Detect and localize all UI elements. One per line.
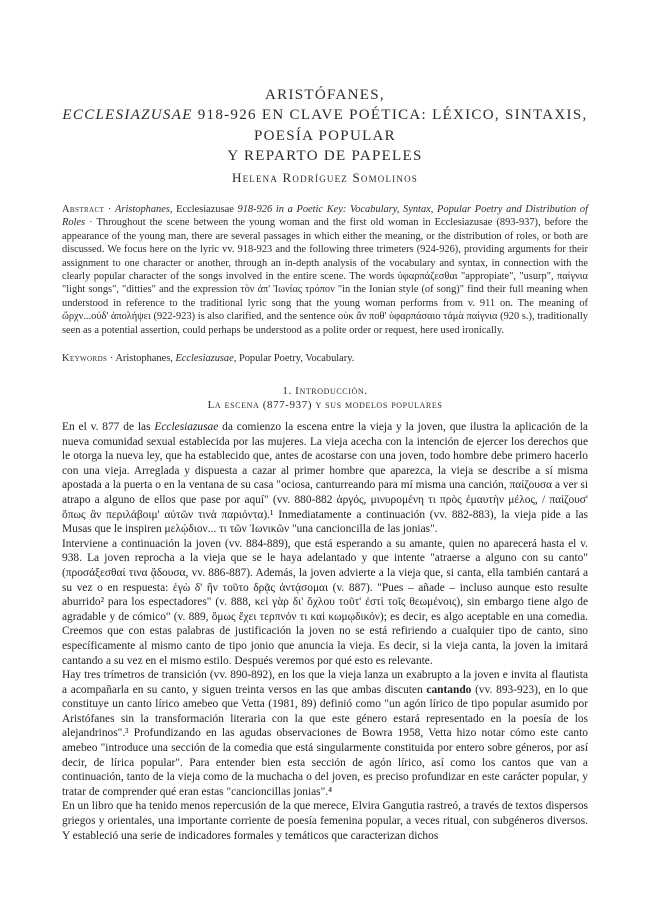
paper-title-line4: Y REPARTO DE PAPELES — [227, 148, 423, 164]
abstract-title-rest: 918-926 in a Poetic Key: Vocabulary, Syntax, Popular Poetry and Distribution of Roles — [62, 204, 588, 229]
keywords-title: Ecclesiazusae — [175, 353, 234, 364]
body-text — [62, 420, 588, 843]
paragraph-2: Interviene a continuación la joven (vv. 884-889), que está esperando a su amante, quien no aparecerá hasta el v. 938. La joven reprocha a la vieja que se le haya adelantado y que intente "atraerse a alguno con su canto" (προσάξεσθαί τινα ᾄδουσα, vv. 886-887). Además, la joven advierte a la vieja que, si canta, ella también cantará a su vez o en respuesta: ἐγὼ δ' ἢν τοῦτο δρᾷς ἀντᾴσομαι (v. 887). "Pues – añade – incluso aunque esto resulte aburrido² para los espectadores" (v. 888, κεἰ γὰρ δι' ὄχλου τοῦτ' ἐστὶ τοῖς θεωμένοις), sin embargo tiene algo de agradable y de cómico" (v. 889, ὅμως ἔχει τερπνόν τι καὶ κωμῳδικόν); es decir, es algo aceptable en una comedia. Creemos que con estas palabras de justificación la joven no se está refiriendo a cualquier tipo de canto, sino específicamente al mismo canto de tipo jonio que anuncia la vieja. Es decir, si la vieja canta, la joven la imitará cantando a su vez en el mismo estilo. Después veremos por qué esto es relevante. — [62, 537, 588, 667]
paper-title-line1: ARISTÓFANES, — [265, 87, 385, 103]
p3-c: (vv. 893-923), en lo que constituye un canto lírico amebeo que Vetta (1981, 89) definió como "un agón lírico de tipo popular asumido por Aristófanes sin la transformación literaria con la que este género estará representado en la poesía de los alejandrinos".³ Profundizando en las agudas observaciones de Bowra 1958, Vetta hizo notar cómo este canto amebeo "introduce una sección de la comedia que está singularmente constituida por entero sobre géneros, por así decir, de lírica popular". Para entender bien esta sección de agón lírico, así como los cantos que van a continuación, tanto de la vieja como de la muchacha o del joven, es preciso profundizar en este carácter popular, y tratar de comprender qué eran estas "cancioncillas jonias".⁴ — [62, 683, 588, 798]
section-subheading: La escena (877-937) y sus modelos populares — [207, 399, 443, 411]
paragraph-4: En un libro que ha tenido menos repercusión de la que merece, Elvira Gangutia rastreó, a través de textos dispersos griegos y orientales, una importante corriente de poesía femenina popular, a veces ritual, con subgéneros diversos. Y estableció una serie de indicadores formales y temáticos que caracterizan dichos — [62, 800, 588, 842]
p3-bold: cantando — [426, 683, 472, 696]
keywords-b: , Popular Poetry, Vocabulary. — [233, 353, 355, 364]
abstract-sep: · — [104, 204, 116, 215]
abstract-title-intro: Aristophanes, — [115, 204, 177, 215]
paper-title-line2 — [0, 105, 650, 125]
p3-a: Hay tres trímetros de transición (vv. 890-892), en los que la vieja lanza un exabrupto a la joven e invita al flautista a acompañarla en su canto, y siguen treinta versos en las que ambas discuten — [62, 669, 588, 696]
paper-title-line3: POESÍA POPULAR — [254, 128, 396, 144]
abstract — [62, 203, 588, 337]
section-heading: 1. Introducción. — [282, 385, 368, 397]
paper-title-line2-rest: 918-926 EN CLAVE POÉTICA: LÉXICO, SINTAXIS, — [192, 107, 588, 123]
paragraph-3 — [62, 668, 588, 799]
abstract-title-work: Ecclesiazusae — [176, 204, 234, 215]
keywords-a: Aristophanes, — [115, 353, 176, 364]
paragraph-1 — [62, 420, 588, 537]
paper-title-work: ECCLESIAZUSAE — [62, 107, 193, 123]
paper-author: Helena Rodríguez Somolinos — [232, 170, 418, 185]
p1-b: da comienzo la escena entre la vieja y la joven, que ilustra la aplicación de la nueva comunidad sexual establecida por las mujeres. La vieja acecha con la intención de ejercer los derechos que le otorga la nueva ley, que ha establecido que, antes de acostarse con una joven, todo hombre debe primero hacerlo con una vieja. Arreglada y dispuesta a cazar al primer hombre que aparezca, la vieja se describe a sí misma apostada a la puerta o en la ventana de su casa "ociosa, canturreando para mí misma una canción, παίζουσα a ver si atrapo a alguno de ellos que pase por aquí" (vv. 880-882 ἀργός, μινυρομένη τι πρὸς ἐμαυτὴν μέλος, / παίζουσ' ὅπως ἂν περιλάβοιμ' αὐτῶν τινὰ παριόντα).¹ Inmediatamente a continuación (vv. 882-883), la vieja pide a las Musas que le inspiren μελῴδιον... τι τῶν Ἰωνικῶν "una cancioncilla de las jonias". — [62, 421, 588, 536]
abstract-body: · Throughout the scene between the young woman and the first old woman in Ecclesiazusae (893-937), before the appearance of the young man, there are several passages in which either the meaning, or the distribution of roles, or both are discussed. We focus here on the lyric vv. 918-923 and the following three trimeters (924-926), providing arguments for their assignment to one character or another, through an in-depth analysis of the vocabulary and syntax, in connection with the clearly popular character of the songs involved in the entire scene. The words ὑφαρπάζεσθαι "appropiate", "usurp", παίγνια "light songs", "ditties" and the expression τὸν ἀπ' Ἰωνίας τρόπον "in the Ionian style (of song)" find their full meaning when understood in reference to the traditional lyric song that the young woman performs from v. 911 on. The meaning of ὤρχν...οὐδ' ἀπολήψει (922-923) is also clarified, and the sentence οὐκ ἂν ποθ' ὑφαρπάσαιο τἀμὰ παίγνια (920 s.), traditionally seen as a potential assertion, could perhaps be understood as a polite order or request, here used ironically. — [62, 217, 588, 336]
abstract-label: Abstract — [62, 204, 105, 215]
keywords — [62, 352, 588, 365]
keywords-sep: · — [107, 353, 116, 364]
keywords-label: Keywords — [62, 353, 108, 364]
p1-a: En el v. 877 de las — [62, 421, 155, 433]
p1-title: Ecclesiazusae — [154, 421, 219, 433]
